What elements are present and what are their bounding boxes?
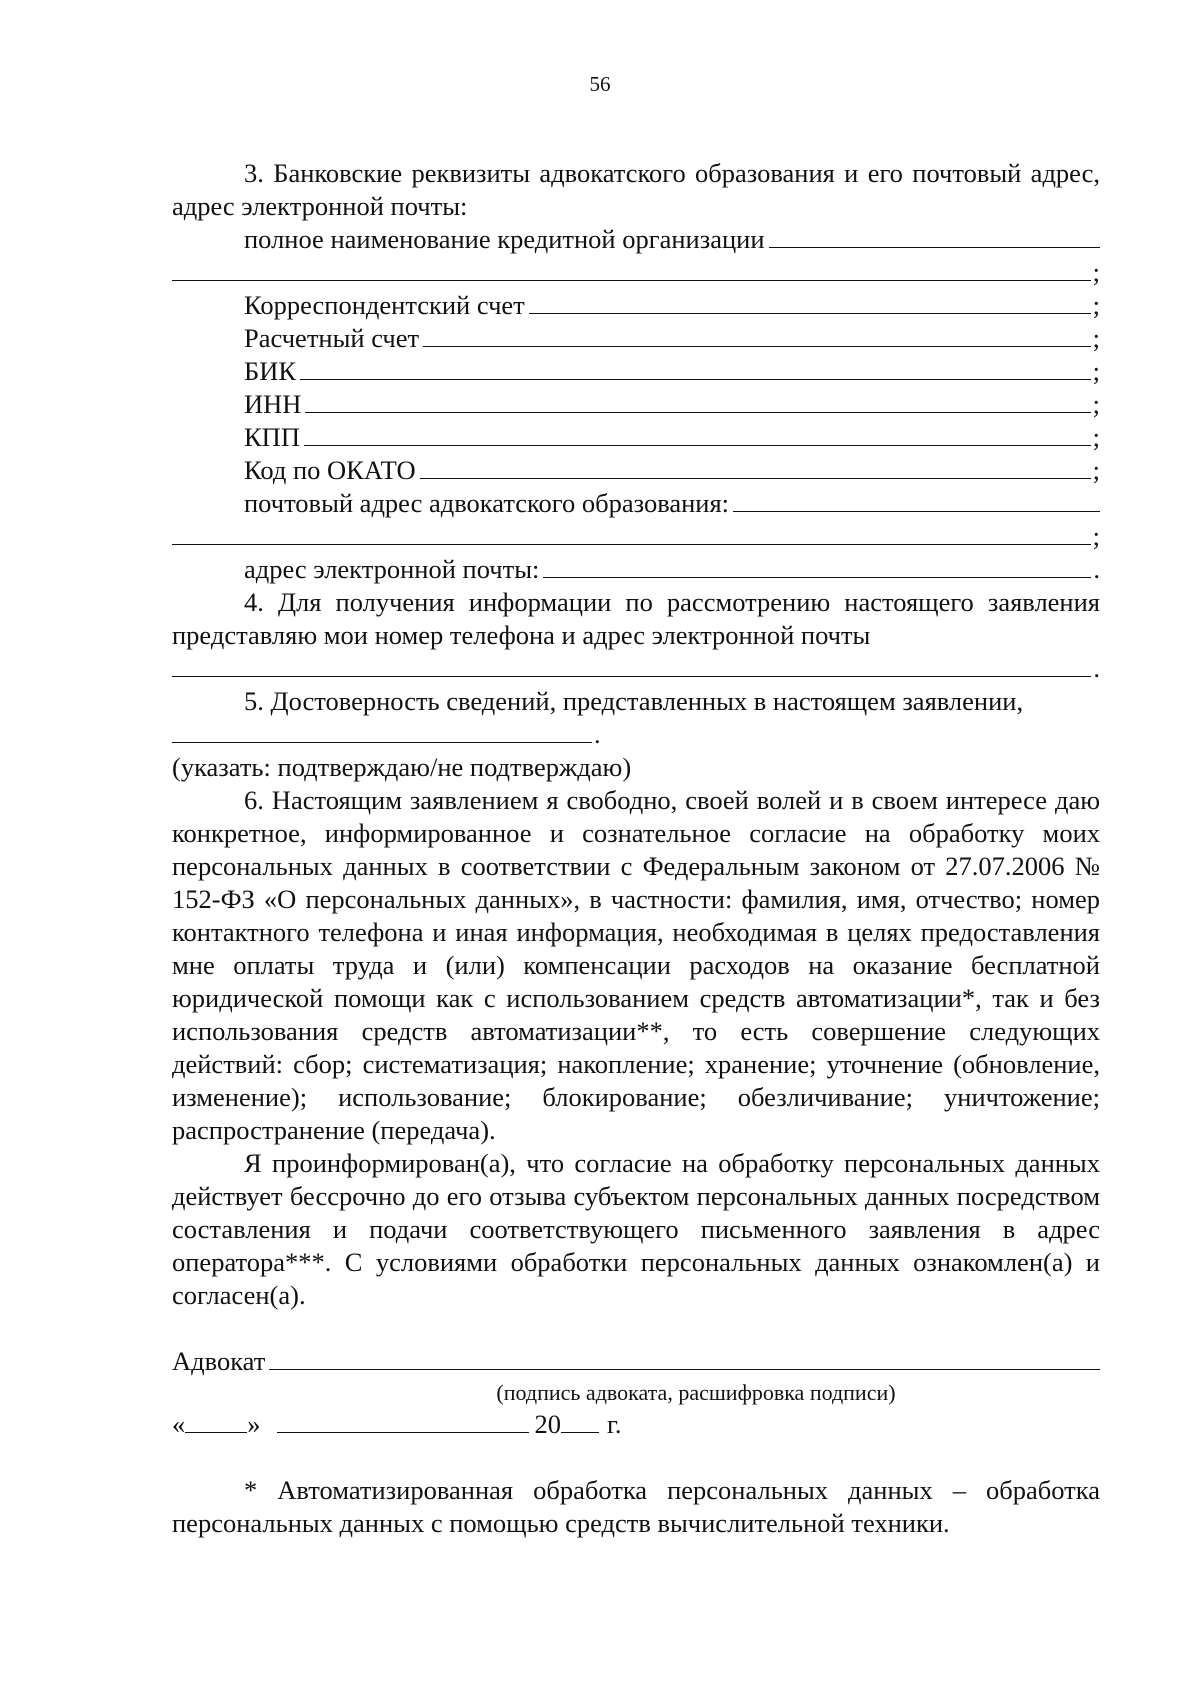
semicolon: ;	[1092, 422, 1100, 452]
year-prefix: 20	[534, 1409, 561, 1439]
signature-label: Адвокат	[172, 1346, 266, 1376]
year-line[interactable]	[561, 1410, 599, 1433]
signature-row	[172, 1345, 1100, 1378]
bik-line[interactable]	[300, 357, 1091, 380]
field-label: Код по ОКАТО	[244, 455, 416, 485]
page-number: 56	[589, 72, 611, 96]
field-row-bik	[172, 355, 1100, 388]
kpp-line[interactable]	[304, 423, 1091, 446]
inn-line[interactable]	[305, 390, 1090, 413]
postal-address-row	[172, 487, 1100, 520]
section-5-note: (указать: подтверждаю/не подтверждаю)	[172, 752, 632, 782]
month-line[interactable]	[277, 1410, 529, 1433]
semicolon: ;	[1092, 257, 1100, 287]
field-label: БИК	[244, 356, 297, 386]
email-label: адрес электронной почты:	[244, 554, 540, 584]
postal-address-continuation-row	[172, 520, 1100, 553]
postal-address-label: почтовый адрес адвокатского образования:	[244, 488, 730, 518]
bank-name-row	[172, 223, 1100, 256]
date-row	[172, 1408, 1100, 1441]
document-body	[172, 157, 1100, 1540]
period: .	[1093, 653, 1100, 683]
day-line[interactable]	[185, 1410, 247, 1433]
field-label: ИНН	[244, 389, 302, 419]
date-close-quote: »	[247, 1409, 261, 1439]
signature-hint: (подпись адвоката, расшифровка подписи)	[496, 1380, 896, 1405]
contact-row	[172, 652, 1100, 685]
field-row-settlement-account	[172, 322, 1100, 355]
section-6-para-2: Я проинформирован(а), что согласие на обработку персональных данных действует бессрочно до его отзыва субъектом персональных данных посредством составления и подачи соответствующего письменного заявления в адрес оператора***. С условиями обработки персональных данных ознакомлен(а) и согласен(а).	[172, 1148, 1100, 1310]
semicolon: ;	[1092, 356, 1100, 386]
semicolon: ;	[1092, 521, 1100, 551]
year-suffix: г.	[607, 1409, 622, 1439]
field-label: Расчетный счет	[244, 323, 420, 353]
semicolon: ;	[1092, 389, 1100, 419]
semicolon: ;	[1092, 323, 1100, 353]
bank-name-line[interactable]	[769, 225, 1100, 248]
section-6-para-1: 6. Настоящим заявлением я свободно, своей волей и в своем интересе даю конкретное, информированное и сознательное согласие на обработку моих персональных данных в соответствии с Федеральным законом от 27.07.2006 № 152-ФЗ «О персональных данных», в частности: фамилия, имя, отчество; номер контактного телефона и иная информация, необходимая в целях предоставления мне оплаты труда и (или) компенсации расходов на оказание бесплатной юридической помощи как с использованием средств автоматизации*, так и без использования средств автоматизации**, то есть совершение следующих действий: сбор; систематизация; накопление; хранение; уточнение (обновление, изменение); использование; блокирование; обезличивание; уничтожение; распространение (передача).	[172, 785, 1100, 1145]
field-row-corr-account	[172, 289, 1100, 322]
confirm-row	[172, 718, 1100, 751]
postal-address-line[interactable]	[733, 489, 1100, 512]
bank-name-line-2[interactable]	[172, 258, 1091, 281]
confirm-line[interactable]	[172, 720, 592, 743]
signature-line[interactable]	[269, 1347, 1100, 1370]
section-5-text: 5. Достоверность сведений, представленных в настоящем заявлении,	[244, 686, 1024, 716]
spacer	[172, 1441, 1100, 1474]
contact-line[interactable]	[172, 654, 1091, 677]
field-row-inn	[172, 388, 1100, 421]
bank-name-continuation-row	[172, 256, 1100, 289]
email-row	[172, 553, 1100, 586]
semicolon: ;	[1092, 455, 1100, 485]
semicolon: ;	[1092, 290, 1100, 320]
footnote: * Автоматизированная обработка персональных данных – обработка персональных данных с помощью средств вычислительной техники.	[172, 1475, 1100, 1538]
bank-name-label: полное наименование кредитной организации	[244, 224, 765, 254]
field-row-kpp	[172, 421, 1100, 454]
field-row-okato	[172, 454, 1100, 487]
section-3-intro: 3. Банковские реквизиты адвокатского образования и его почтовый адрес, адрес электронной почты:	[172, 158, 1100, 221]
field-label: КПП	[244, 422, 300, 452]
section-4-text: 4. Для получения информации по рассмотрению настоящего заявления представляю мои номер телефона и адрес электронной почты	[172, 587, 1100, 650]
corr-account-line[interactable]	[529, 291, 1091, 314]
field-label: Корреспондентский счет	[244, 290, 525, 320]
date-open-quote: «	[172, 1409, 186, 1439]
settlement-account-line[interactable]	[423, 324, 1091, 347]
period: .	[1093, 554, 1100, 584]
spacer	[172, 1312, 1100, 1345]
email-line[interactable]	[543, 555, 1091, 578]
postal-address-line-2[interactable]	[172, 522, 1091, 545]
okato-line[interactable]	[420, 456, 1091, 479]
period: .	[594, 719, 601, 749]
